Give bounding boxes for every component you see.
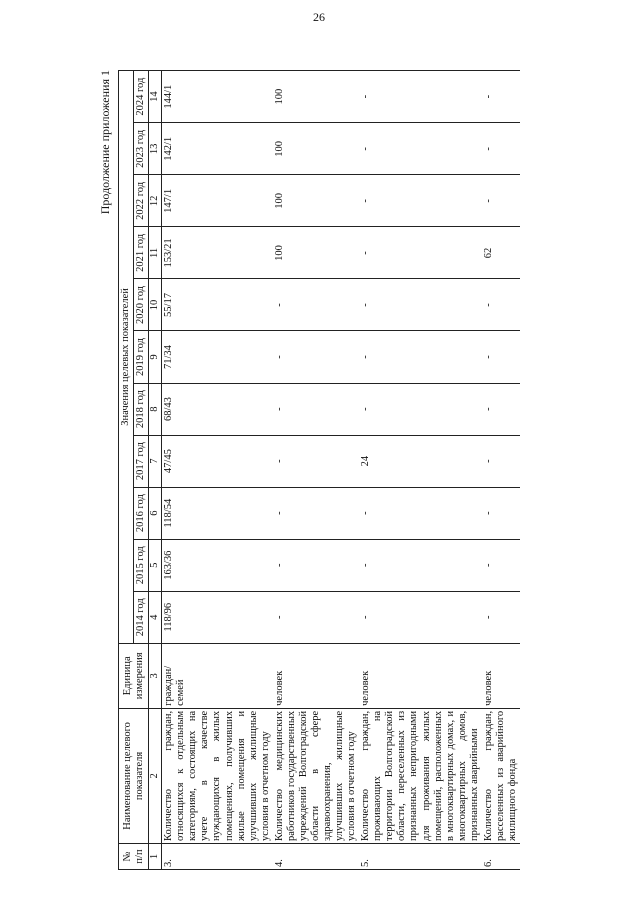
page-number: 26: [313, 10, 325, 24]
value-cell: -: [359, 279, 482, 331]
row-number: 6.: [482, 843, 520, 869]
column-number: 8: [149, 383, 162, 435]
value-cell: -: [359, 71, 482, 123]
column-number: 2: [149, 708, 162, 843]
value-cell: -: [359, 227, 482, 279]
table-row: [482, 71, 520, 870]
value-cell: 144/1: [162, 71, 273, 123]
value-cell: -: [359, 331, 482, 383]
value-cell: -: [482, 331, 520, 383]
header-year: 2015 год: [134, 539, 149, 591]
value-cell: -: [273, 279, 359, 331]
unit-cell: человек: [359, 643, 482, 708]
value-cell: -: [482, 71, 520, 123]
value-cell: -: [482, 487, 520, 539]
value-cell: -: [482, 383, 520, 435]
column-number: 5: [149, 539, 162, 591]
value-cell: -: [359, 383, 482, 435]
indicator-name: Количество граждан, проживающих на территории Волгоградской области, переселенных из признанных непригодными для проживания жилых помещений, расположенных в многоквартирных домах, и многоквартирных домов, признанных аварийными: [359, 708, 482, 843]
column-number: 13: [149, 123, 162, 175]
value-cell: -: [482, 279, 520, 331]
column-number: 3: [149, 643, 162, 708]
header-year: 2022 год: [134, 175, 149, 227]
column-number: 10: [149, 279, 162, 331]
value-cell: 68/43: [162, 383, 273, 435]
value-cell: -: [359, 487, 482, 539]
column-number: 7: [149, 435, 162, 487]
value-cell: -: [273, 435, 359, 487]
header-year: 2017 год: [134, 435, 149, 487]
value-cell: -: [273, 383, 359, 435]
column-number: 1: [149, 843, 162, 869]
header-no: № п/п: [119, 843, 149, 869]
header-year: 2024 год: [134, 71, 149, 123]
column-number: 4: [149, 591, 162, 643]
target-indicators-table: [118, 70, 520, 870]
value-cell: -: [482, 435, 520, 487]
value-cell: -: [273, 487, 359, 539]
header-year: 2020 год: [134, 279, 149, 331]
value-cell: -: [359, 539, 482, 591]
value-cell: -: [482, 175, 520, 227]
column-number: 14: [149, 71, 162, 123]
value-cell: 47/45: [162, 435, 273, 487]
unit-cell: человек: [482, 643, 520, 708]
column-number: 12: [149, 175, 162, 227]
value-cell: 71/34: [162, 331, 273, 383]
value-cell: -: [273, 331, 359, 383]
header-year: 2016 год: [134, 487, 149, 539]
header-year: 2021 год: [134, 227, 149, 279]
column-number: 11: [149, 227, 162, 279]
row-number: 3.: [162, 843, 273, 869]
indicator-name: Количество медицинских работников государственных учреждений Волгоградской области в сфере здравоохранения, улучшивших жилищные условия в отчетном году: [273, 708, 359, 843]
landscape-table-block: [98, 60, 628, 870]
value-cell: -: [359, 123, 482, 175]
value-cell: 118/96: [162, 591, 273, 643]
column-number: 9: [149, 331, 162, 383]
value-cell: -: [359, 591, 482, 643]
value-cell: 142/1: [162, 123, 273, 175]
value-cell: 163/36: [162, 539, 273, 591]
header-values-group: Значения целевых показателей: [119, 71, 134, 644]
row-number: 5.: [359, 843, 482, 869]
unit-cell: граждан/ семей: [162, 643, 273, 708]
table-row: [162, 71, 273, 870]
header-unit: Единица измерения: [119, 643, 149, 708]
table-row: [273, 71, 359, 870]
row-number: 4.: [273, 843, 359, 869]
value-cell: 62: [482, 227, 520, 279]
value-cell: 55/17: [162, 279, 273, 331]
header-year: 2018 год: [134, 383, 149, 435]
value-cell: 24: [359, 435, 482, 487]
indicator-name: Количество граждан, относящихся к отдельным категориям, состоящих на учете в качестве нуждающихся в жилых помещениях, получивших жилые помещения и улучшивших жилищные условия в отчетном году: [162, 708, 273, 843]
header-year: 2014 год: [134, 591, 149, 643]
header-year: 2019 год: [134, 331, 149, 383]
value-cell: 100: [273, 71, 359, 123]
header-year: 2023 год: [134, 123, 149, 175]
value-cell: 100: [273, 175, 359, 227]
value-cell: -: [482, 591, 520, 643]
value-cell: 153/21: [162, 227, 273, 279]
value-cell: -: [482, 539, 520, 591]
value-cell: -: [482, 123, 520, 175]
indicator-name: Количество граждан, расселенных из аварийного жилищного фонда: [482, 708, 520, 843]
value-cell: -: [359, 175, 482, 227]
value-cell: -: [273, 591, 359, 643]
table-row: [359, 71, 482, 870]
value-cell: 100: [273, 123, 359, 175]
column-number: 6: [149, 487, 162, 539]
value-cell: -: [273, 539, 359, 591]
value-cell: 147/1: [162, 175, 273, 227]
value-cell: 118/54: [162, 487, 273, 539]
continuation-label: Продолжение приложения 1: [98, 70, 112, 215]
value-cell: 100: [273, 227, 359, 279]
header-indicator: Наименование целевого показателя: [119, 708, 149, 843]
unit-cell: человек: [273, 643, 359, 708]
